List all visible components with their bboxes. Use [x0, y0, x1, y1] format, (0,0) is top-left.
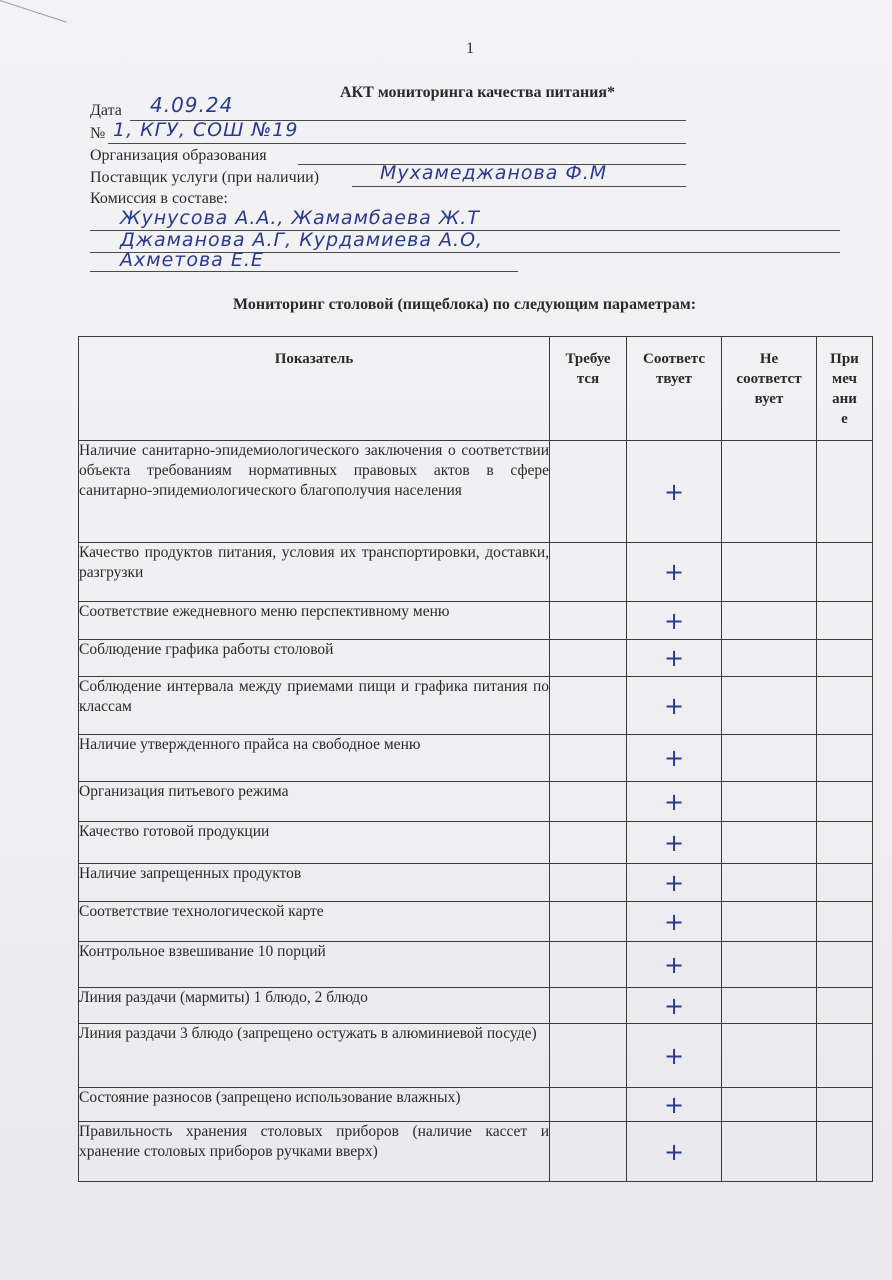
organization-field: [90, 146, 267, 168]
compliant-mark: +: [627, 543, 722, 602]
compliant-mark: +: [627, 677, 722, 735]
table-row: [79, 1122, 873, 1182]
note-cell: [817, 1024, 873, 1088]
supplier-label: Поставщик услуги (при наличии): [90, 169, 320, 186]
parameter-cell: Соблюдение графика работы столовой: [79, 640, 550, 677]
parameter-cell: Соответствие технологической карте: [79, 902, 550, 942]
commission-line-2: Джаманова А.Г, Курдамиева А.О,: [120, 229, 484, 251]
note-cell: [817, 988, 873, 1024]
noncompliant-cell: [722, 864, 817, 902]
note-cell: [817, 1122, 873, 1182]
section-title: Мониторинг столовой (пищеблока) по следующим параметрам:: [233, 296, 697, 313]
table-row: [79, 988, 873, 1024]
parameter-cell: Соответствие ежедневного меню перспективному меню: [79, 602, 550, 640]
compliant-mark: +: [627, 602, 722, 640]
table-row: [79, 602, 873, 640]
parameter-cell: Качество продуктов питания, условия их транспортировки, доставки, разгрузки: [79, 543, 550, 602]
table-row: [79, 782, 873, 822]
supplier-field: [90, 168, 319, 190]
table-row: [79, 902, 873, 942]
compliant-mark: +: [627, 441, 722, 543]
note-cell: [817, 735, 873, 782]
commission-underline-3: [90, 271, 518, 272]
noncompliant-cell: [722, 988, 817, 1024]
note-cell: [817, 1088, 873, 1122]
required-cell: [550, 822, 627, 864]
noncompliant-cell: [722, 677, 817, 735]
commission-label: Комиссия в составе:: [90, 190, 228, 207]
table-row: [79, 640, 873, 677]
compliant-mark: +: [627, 640, 722, 677]
header-indicator: Показатель: [79, 337, 550, 441]
compliant-mark: +: [627, 782, 722, 822]
noncompliant-cell: [722, 822, 817, 864]
date-label: Дата: [90, 102, 122, 119]
noncompliant-cell: [722, 1024, 817, 1088]
table-row: [79, 441, 873, 543]
required-cell: [550, 677, 627, 735]
number-value: 1, КГУ, СОШ №19: [113, 119, 299, 141]
number-field: [90, 124, 105, 146]
parameter-cell: Контрольное взвешивание 10 порций: [79, 942, 550, 988]
compliant-mark: +: [627, 864, 722, 902]
parameter-cell: Качество готовой продукции: [79, 822, 550, 864]
required-cell: [550, 441, 627, 543]
required-cell: [550, 1088, 627, 1122]
compliant-mark: +: [627, 1024, 722, 1088]
required-cell: [550, 988, 627, 1024]
organization-label: Организация образования: [90, 147, 267, 164]
parameter-cell: Состояние разносов (запрещено использование влажных): [79, 1088, 550, 1122]
supplier-value: Мухамеджанова Ф.М: [380, 162, 608, 184]
compliant-mark: +: [627, 942, 722, 988]
noncompliant-cell: [722, 1088, 817, 1122]
header-note: При меч ани е: [817, 337, 873, 441]
table-row: [79, 822, 873, 864]
noncompliant-cell: [722, 543, 817, 602]
compliant-mark: +: [627, 735, 722, 782]
note-cell: [817, 677, 873, 735]
noncompliant-cell: [722, 782, 817, 822]
parameter-cell: Соблюдение интервала между приемами пищи и графика питания по классам: [79, 677, 550, 735]
required-cell: [550, 640, 627, 677]
note-cell: [817, 902, 873, 942]
table-header-row: [79, 337, 873, 441]
table-row: [79, 1024, 873, 1088]
parameter-cell: Наличие запрещенных продуктов: [79, 864, 550, 902]
required-cell: [550, 942, 627, 988]
required-cell: [550, 864, 627, 902]
header-required: Требуе тся: [550, 337, 627, 441]
noncompliant-cell: [722, 1122, 817, 1182]
note-cell: [817, 864, 873, 902]
required-cell: [550, 543, 627, 602]
note-cell: [817, 822, 873, 864]
compliant-mark: +: [627, 902, 722, 942]
note-cell: [817, 602, 873, 640]
compliant-mark: +: [627, 988, 722, 1024]
noncompliant-cell: [722, 942, 817, 988]
header-compliant: Соответс твует: [627, 337, 722, 441]
noncompliant-cell: [722, 602, 817, 640]
required-cell: [550, 1122, 627, 1182]
page-number: 1: [466, 40, 474, 57]
header-noncompliant: Не соответст вует: [722, 337, 817, 441]
number-label: №: [90, 125, 106, 142]
document-title: АКТ мониторинга качества питания*: [340, 84, 616, 101]
note-cell: [817, 942, 873, 988]
noncompliant-cell: [722, 441, 817, 543]
parameter-cell: Организация питьевого режима: [79, 782, 550, 822]
table-row: [79, 1088, 873, 1122]
required-cell: [550, 602, 627, 640]
parameter-cell: Наличие санитарно-эпидемиологического заключения о соответствии объекта требованиям нормативных правовых актов в сфере санитарно-эпидемиологического благополучия населения: [79, 441, 550, 543]
table-row: [79, 543, 873, 602]
number-underline: [108, 143, 686, 144]
required-cell: [550, 782, 627, 822]
parameter-cell: Линия раздачи 3 блюдо (запрещено остужать в алюминиевой посуде): [79, 1024, 550, 1088]
corner-mark: [0, 0, 67, 23]
required-cell: [550, 902, 627, 942]
noncompliant-cell: [722, 902, 817, 942]
note-cell: [817, 543, 873, 602]
compliant-mark: +: [627, 1122, 722, 1182]
note-cell: [817, 782, 873, 822]
parameter-cell: Правильность хранения столовых приборов (наличие кассет и хранение столовых приборов ручками вверх): [79, 1122, 550, 1182]
date-value: 4.09.24: [150, 93, 234, 117]
table-row: [79, 864, 873, 902]
monitoring-table: [78, 336, 873, 1182]
noncompliant-cell: [722, 735, 817, 782]
supplier-underline: [352, 186, 686, 187]
table-row: [79, 942, 873, 988]
table-row: [79, 735, 873, 782]
commission-line-3: Ахметова Е.Е: [120, 249, 264, 271]
required-cell: [550, 735, 627, 782]
parameter-cell: Линия раздачи (мармиты) 1 блюдо, 2 блюдо: [79, 988, 550, 1024]
required-cell: [550, 1024, 627, 1088]
commission-line-1: Жунусова А.А., Жамамбаева Ж.Т: [120, 207, 480, 229]
parameter-cell: Наличие утвержденного прайса на свободное меню: [79, 735, 550, 782]
table-row: [79, 677, 873, 735]
compliant-mark: +: [627, 822, 722, 864]
noncompliant-cell: [722, 640, 817, 677]
compliant-mark: +: [627, 1088, 722, 1122]
note-cell: [817, 441, 873, 543]
note-cell: [817, 640, 873, 677]
